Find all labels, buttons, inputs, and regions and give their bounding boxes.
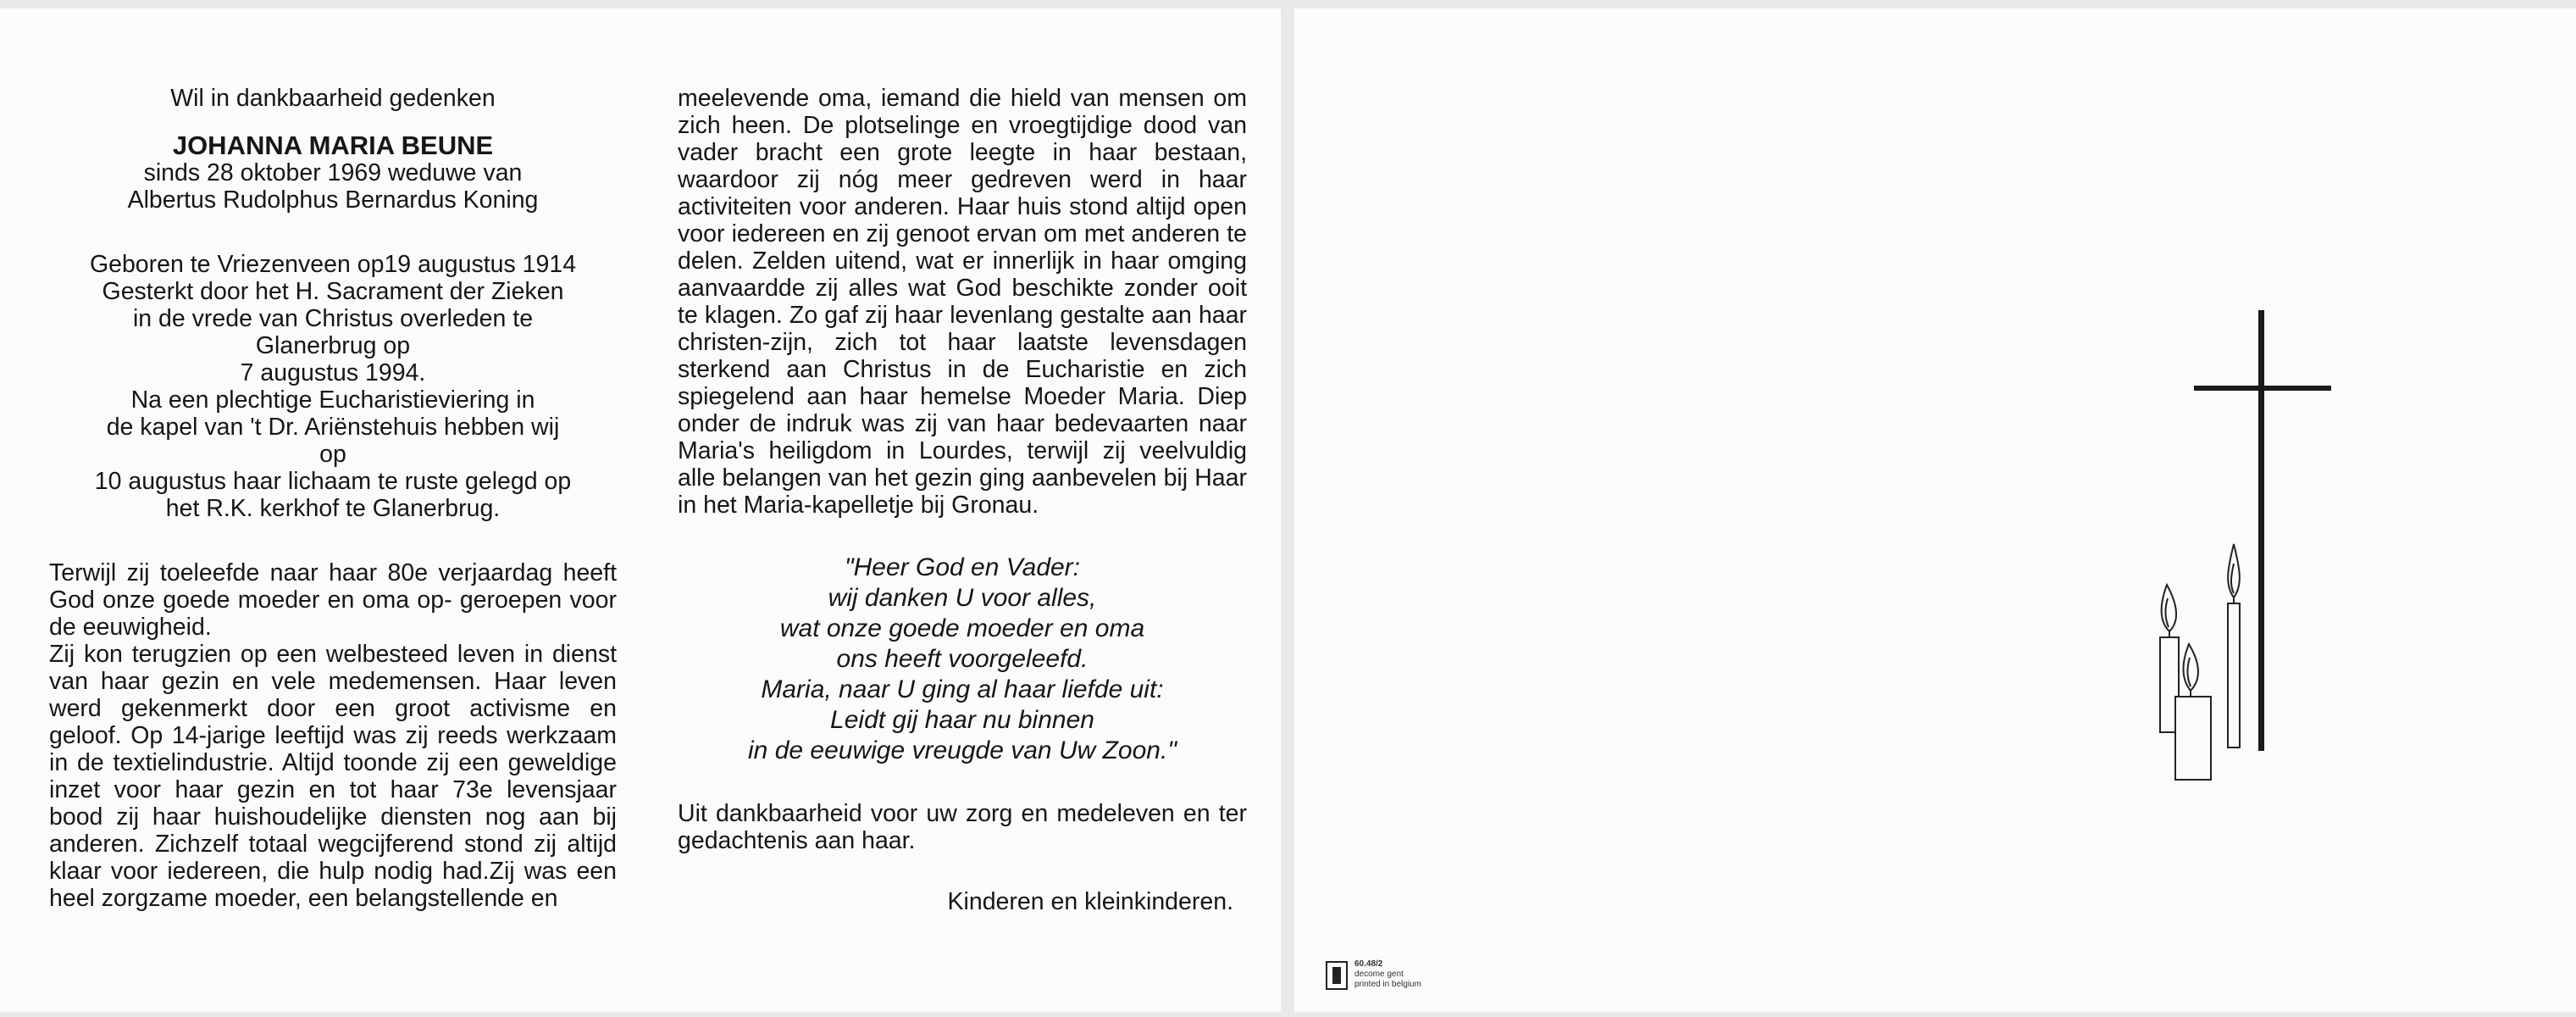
birth-line: Geboren te Vriezenveen op19 augustus 1914 <box>89 251 577 278</box>
poem-line: "Heer God en Vader: <box>844 553 1081 581</box>
prayer-poem <box>678 553 1247 766</box>
poem-line: wat onze goede moeder en oma <box>779 614 1145 642</box>
life-paragraph-2: Zij kon terugzien op een welbesteed leven in dienst van haar gezin en vele medemensen. Haar leven werd gekenmerkt door een groot activisme en geloof. Op 14-jarige leeftijd was zij reeds werkzaam in de textielindustrie. Altijd toonde zij een geweldige inzet voor haar gezin en tot haar 73e levensjaar bood zij haar huishoudelijke diensten nog aan bij anderen. Zichzelf totaal wegcijferend stond zij altijd klaar voor iedereen, die hulp nodig had.Zij was een heel zorgzame moeder, een belangstellende en <box>49 641 617 912</box>
birth-line: Na een plechtige Eucharistieviering in <box>130 386 535 414</box>
widow-line-1: sinds 28 oktober 1969 weduwe van <box>143 159 523 186</box>
birth-line: op <box>319 441 346 468</box>
deceased-name: JOHANNA MARIA BEUNE <box>172 131 494 160</box>
poem-line: Maria, naar U ging al haar liefde uit: <box>761 675 1164 703</box>
cross-horizontal-bar <box>2194 386 2331 391</box>
intro-line: Wil in dankbaarheid gedenken <box>170 85 496 112</box>
candle-front <box>2175 644 2211 780</box>
poem-line: ons heeft voorgeleefd. <box>836 645 1089 673</box>
life-paragraph-1: Terwijl zij toeleefde naar haar 80e verjaardag heeft God onze goede moeder en oma op- geroepen voor de eeuwigheid. <box>49 559 617 641</box>
birth-line: het R.K. kerkhof te Glanerbrug. <box>165 495 501 522</box>
printer-mark <box>1326 959 1461 993</box>
left-column <box>49 85 617 912</box>
life-paragraph-3: meelevende oma, iemand die hield van mensen om zich heen. De plotselinge en vroegtijdige dood van vader bracht een grote leegte in haar bestaan, waardoor zij nóg meer gedreven werd in haar activiteiten voor anderen. Haar huis stond altijd open voor iedereen en zij genoot ervan om met anderen te delen. Zelden uitend, wat er innerlijk in haar omging aanvaardde zij alles wat God beschikte zonder ooit te klagen. Zo gaf zij haar levenlang gestalte aan haar christen-zijn, zich tot haar laatste levensdagen sterkend aan Christus in de Eucharistie en zich spiegelend aan haar hemelse Moeder Maria. Diep onder de indruk was zij van haar bedevaarten naar Maria's heiligdom in Lourdes, terwijl zij veelvuldig alle belangen van het gezin ging aanbevelen bij Haar in het Maria-kapelletje bij Gronau. <box>678 85 1247 519</box>
printer-code: 60.48/2 <box>1354 959 1383 969</box>
poem-line: wij danken U voor alles, <box>828 584 1097 612</box>
candle-tall <box>2228 544 2240 747</box>
printer-name: decome gent <box>1354 970 1404 979</box>
inner-spread <box>0 8 1281 1012</box>
printer-text <box>1354 959 1421 990</box>
birth-line: 10 augustus haar lichaam te ruste gelegd op <box>94 468 572 495</box>
cross-with-candles-icon <box>2135 305 2338 788</box>
cross-vertical-bar <box>2258 310 2264 751</box>
birth-line: Glanerbrug op <box>255 332 411 359</box>
poem-line: Leidt gij haar nu binnen <box>830 706 1094 734</box>
back-cover <box>1294 8 2576 1012</box>
birth-line: Gesterkt door het H. Sacrament der Zieken <box>102 278 564 305</box>
birth-line: in de vrede van Christus overleden te <box>132 305 534 332</box>
birth-line: 7 augustus 1994. <box>240 359 426 386</box>
poem-line: in de eeuwige vreugde van Uw Zoon." <box>748 736 1177 764</box>
widow-line-2: Albertus Rudolphus Bernardus Koning <box>127 186 539 214</box>
birth-line: de kapel van 't Dr. Ariënstehuis hebben wij <box>106 414 560 441</box>
thanks-text: Uit dankbaarheid voor uw zorg en medeleven en ter gedachtenis aan haar. <box>678 800 1247 854</box>
right-column <box>678 85 1247 915</box>
signoff: Kinderen en kleinkinderen. <box>947 888 1233 915</box>
printer-note: printed in belgium <box>1354 980 1421 989</box>
printer-logo-icon <box>1326 961 1348 990</box>
